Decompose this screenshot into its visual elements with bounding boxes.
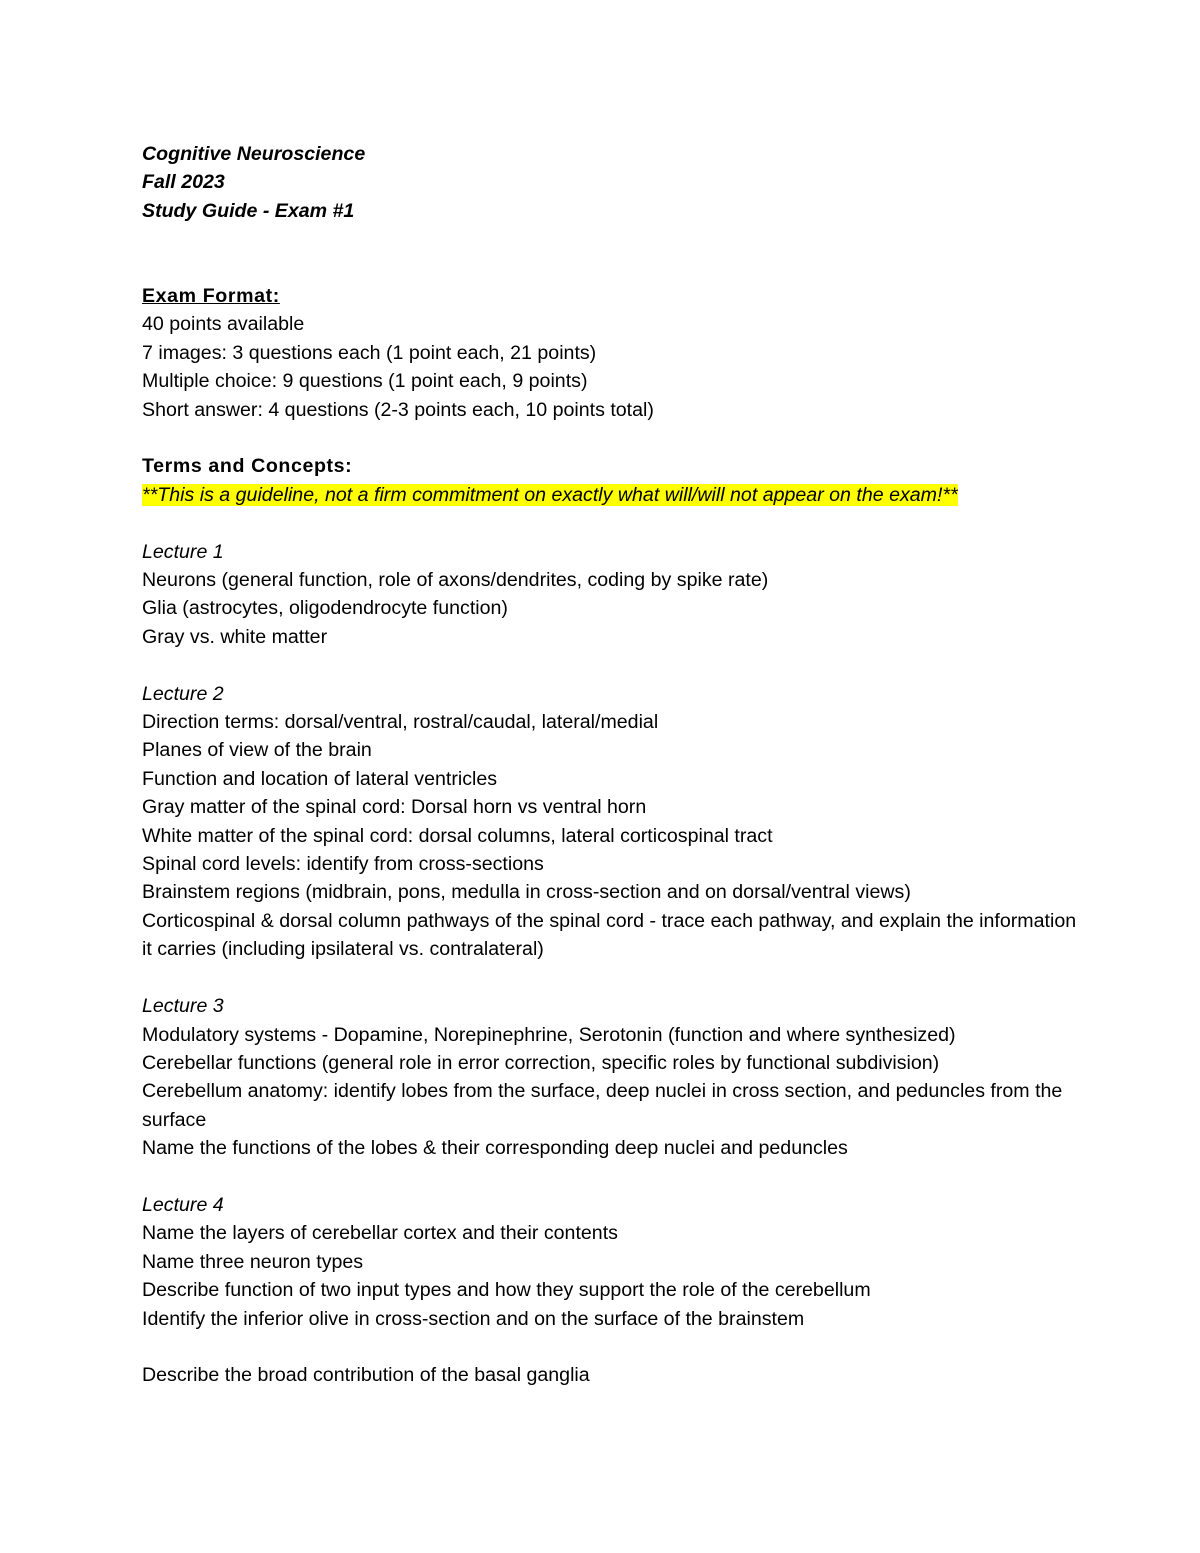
spacer xyxy=(142,509,1082,537)
exam-format-line: Short answer: 4 questions (2-3 points each, 10 points total) xyxy=(142,398,654,421)
topic-item: Spinal cord levels: identify from cross-sections xyxy=(142,853,544,876)
topic-item: Name three neuron types xyxy=(142,1250,364,1273)
spacer xyxy=(142,1333,1082,1361)
topic-item: Cerebellar functions (general role in error correction, specific roles by functional subdivision) xyxy=(142,1051,940,1074)
topic-item: Direction terms: dorsal/ventral, rostral/caudal, lateral/medial xyxy=(142,711,659,734)
course-title: Cognitive Neuroscience xyxy=(142,143,366,165)
lecture-4-title: Lecture 4 xyxy=(142,1193,224,1216)
exam-format-line: Multiple choice: 9 questions (1 point each, 9 points) xyxy=(142,370,588,393)
topic-item: Name the functions of the lobes & their corresponding deep nuclei and peduncles xyxy=(142,1137,848,1160)
guideline-note: **This is a guideline, not a firm commitment on exactly what will/will not appear on the exam!** xyxy=(142,483,958,506)
lecture-2-title: Lecture 2 xyxy=(142,682,224,705)
spacer xyxy=(142,1163,1082,1191)
topic-item: Gray vs. white matter xyxy=(142,625,328,648)
topic-item: Function and location of lateral ventricles xyxy=(142,767,498,790)
topic-item: Glia (astrocytes, oligodendrocyte function) xyxy=(142,597,508,620)
topic-item: Planes of view of the brain xyxy=(142,739,372,762)
topic-item: Gray matter of the spinal cord: Dorsal horn vs ventral horn xyxy=(142,796,647,819)
topic-item: Brainstem regions (midbrain, pons, medulla in cross-section and on dorsal/ventral views) xyxy=(142,881,911,904)
topic-item: Neurons (general function, role of axons/dendrites, coding by spike rate) xyxy=(142,569,769,592)
topic-item: White matter of the spinal cord: dorsal columns, lateral corticospinal tract xyxy=(142,824,773,847)
spacer xyxy=(142,964,1082,992)
exam-format-line: 7 images: 3 questions each (1 point each, 21 points) xyxy=(142,341,597,364)
exam-format-heading: Exam Format: xyxy=(142,285,280,307)
spacer xyxy=(142,651,1082,679)
document-page xyxy=(142,140,1082,1390)
topic-item: Name the layers of cerebellar cortex and their contents xyxy=(142,1222,618,1245)
topic-item: Identify the inferior olive in cross-section and on the surface of the brainstem xyxy=(142,1307,805,1330)
final-topic-item: Describe the broad contribution of the basal ganglia xyxy=(142,1364,590,1387)
topic-item: Describe function of two input types and how they support the role of the cerebellum xyxy=(142,1279,871,1302)
lecture-1-title: Lecture 1 xyxy=(142,540,224,563)
spacer xyxy=(142,225,1082,253)
topic-item: Modulatory systems - Dopamine, Norepinephrine, Serotonin (function and where synthesized) xyxy=(142,1023,956,1046)
terms-heading: Terms and Concepts: xyxy=(142,455,353,478)
topic-item: Corticospinal & dorsal column pathways of the spinal cord - trace each pathway, and explain the information it carries (including ipsilateral vs. contralateral) xyxy=(142,909,1077,961)
topic-item: Cerebellum anatomy: identify lobes from the surface, deep nuclei in cross section, and peduncles from the surface xyxy=(142,1080,1063,1131)
term-label: Fall 2023 xyxy=(142,171,225,194)
lecture-3-title: Lecture 3 xyxy=(142,995,224,1018)
spacer xyxy=(142,254,1082,282)
document-title: Study Guide - Exam #1 xyxy=(142,199,355,222)
exam-format-line: 40 points available xyxy=(142,313,305,336)
spacer xyxy=(142,424,1082,452)
